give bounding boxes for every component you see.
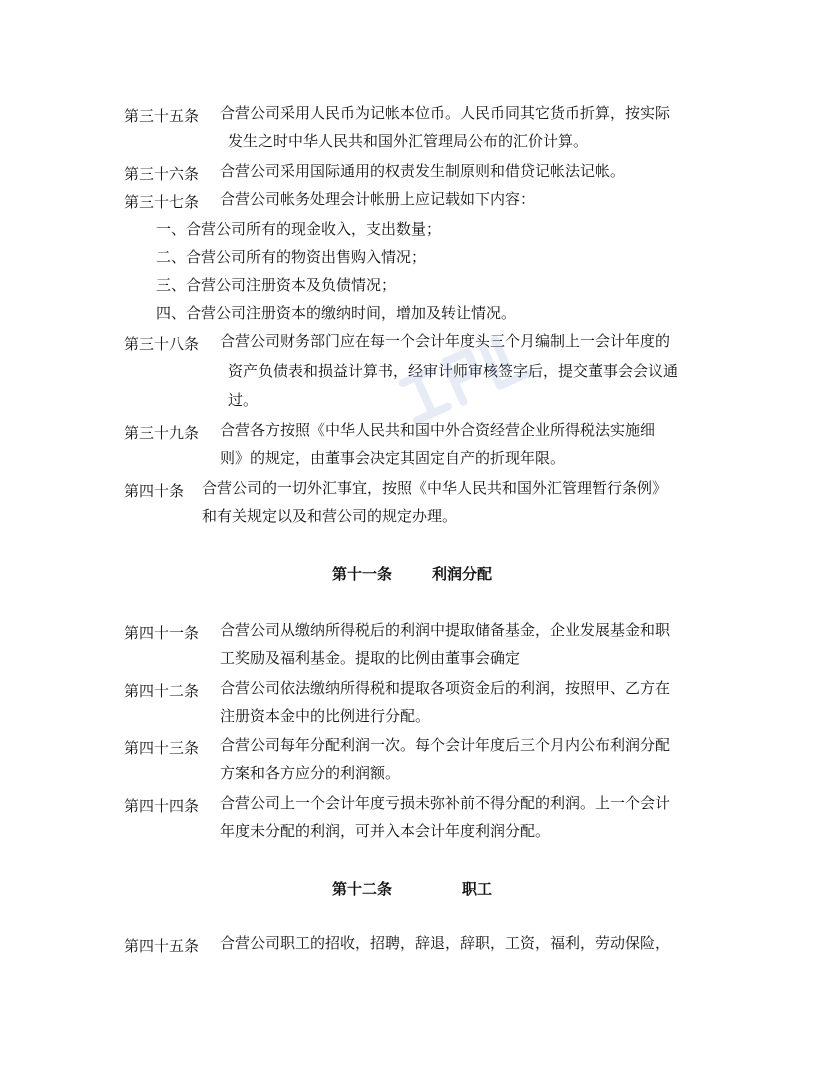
article-line: 则》的规定，由董事会决定其固定自产的折现年限。 [220, 449, 566, 467]
list-item: 三、合营公司注册资本及负债情况； [156, 276, 397, 294]
article-line: 合营公司依法缴纳所得税和提取各项资金后的利润，按照甲、乙方在 [220, 679, 671, 697]
article-line: 合营公司上一个会计年度亏损未弥补前不得分配的利润。上一个会计 [220, 794, 671, 812]
article-label: 第四十三条 [124, 739, 200, 757]
article-line: 合营公司采用人民币为记帐本位币。人民币同其它货币折算，按实际 [220, 104, 671, 122]
list-item: 四、合营公司注册资本的缴纳时间，增加及转让情况。 [156, 304, 517, 322]
article-line: 注册资本金中的比例进行分配。 [220, 707, 431, 725]
article-label: 第四十四条 [124, 797, 200, 815]
article-label: 第四十五条 [124, 937, 200, 955]
article-line: 方案和各方应分的利润额。 [220, 764, 401, 782]
article-line: 合营公司的一切外汇事宜，按照《中华人民共和国外汇管理暂行条例》 [202, 479, 668, 497]
article-label: 第三十七条 [124, 193, 200, 211]
section-number: 第十一条 [332, 565, 393, 583]
article-line: 合营公司从缴纳所得税后的利润中提取储备基金，企业发展基金和职 [220, 621, 671, 639]
article-label: 第四十条 [124, 482, 185, 500]
article-line: 合营公司职工的招收，招聘，辞退，辞职，工资，福利，劳动保险， [220, 934, 671, 952]
article-label: 第三十五条 [124, 107, 200, 125]
section-title: 利润分配 [432, 565, 493, 583]
article-label: 第四十二条 [124, 682, 200, 700]
article-line: 过。 [228, 391, 259, 409]
article-line: 年度未分配的利润，可并入本会计年度利润分配。 [220, 822, 551, 840]
article-line: 资产负债表和损益计算书，经审计师审核签字后，提交董事会会议通 [228, 362, 679, 380]
article-label: 第三十九条 [124, 424, 200, 442]
article-label: 第三十六条 [124, 165, 200, 183]
article-label: 第四十一条 [124, 624, 200, 642]
article-line: 工奖励及福利基金。提取的比例由董事会确定 [220, 649, 521, 667]
article-label: 第三十八条 [124, 335, 200, 353]
list-item: 二、合营公司所有的物资出售购入情况； [156, 248, 427, 266]
article-line: 合营公司帐务处理会计帐册上应记载如下内容： [220, 190, 536, 208]
article-line: 合营公司财务部门应在每一个会计年度头三个月编制上一会计年度的 [220, 332, 671, 350]
article-line: 合营公司每年分配利润一次。每个会计年度后三个月内公布利润分配 [220, 736, 671, 754]
section-title: 职工 [462, 880, 493, 898]
article-line: 合营公司采用国际通用的权责发生制原则和借贷记帐法记帐。 [220, 162, 626, 180]
section-number: 第十二条 [332, 880, 393, 898]
article-line: 合营各方按照《中华人民共和国中外合资经营企业所得税法实施细 [220, 421, 656, 439]
list-item: 一、合营公司所有的现金收入，支出数量； [156, 220, 442, 238]
article-line: 和有关规定以及和营公司的规定办理。 [202, 507, 458, 525]
article-line: 发生之时中华人民共和国外汇管理局公布的汇价计算。 [228, 132, 589, 150]
